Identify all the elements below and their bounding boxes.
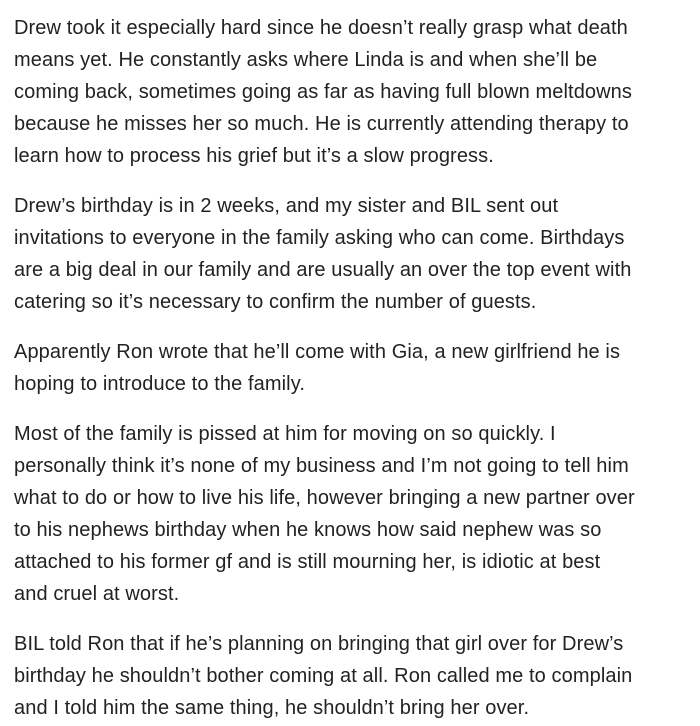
text-line: BIL told Ron that if he’s planning on bringing that girl over for Drew’s <box>14 633 624 655</box>
text-line: to his nephews birthday when he knows how said nephew was so <box>14 519 602 541</box>
text-line: learn how to process his grief but it’s a slow progress. <box>14 145 494 167</box>
text-line: Apparently Ron wrote that he’ll come with Gia, a new girlfriend he is <box>14 341 621 363</box>
text-line: invitations to everyone in the family asking who can come. Birthdays <box>14 227 625 249</box>
post-paragraph <box>14 190 692 318</box>
text-line: Most of the family is pissed at him for moving on so quickly. I <box>14 423 556 445</box>
post-paragraph <box>14 12 692 172</box>
text-line: because he misses her so much. He is currently attending therapy to <box>14 113 629 135</box>
text-line: Drew’s birthday is in 2 weeks, and my sister and BIL sent out <box>14 195 559 217</box>
text-line: are a big deal in our family and are usually an over the top event with <box>14 259 632 281</box>
text-line: and cruel at worst. <box>14 583 180 605</box>
text-line: hoping to introduce to the family. <box>14 373 305 395</box>
post-paragraph <box>14 418 692 610</box>
text-line: and I told him the same thing, he shouldn’t bring her over. <box>14 697 530 719</box>
text-line: coming back, sometimes going as far as having full blown meltdowns <box>14 81 633 103</box>
text-line: birthday he shouldn’t bother coming at all. Ron called me to complain <box>14 665 633 687</box>
text-line: means yet. He constantly asks where Linda is and when she’ll be <box>14 49 598 71</box>
text-line: Drew took it especially hard since he doesn’t really grasp what death <box>14 17 628 39</box>
text-line: personally think it’s none of my business and I’m not going to tell him <box>14 455 629 477</box>
post-paragraph <box>14 628 692 724</box>
post-paragraph <box>14 336 692 400</box>
text-line: catering so it’s necessary to confirm the number of guests. <box>14 291 537 313</box>
text-line: what to do or how to live his life, however bringing a new partner over <box>14 487 635 509</box>
text-line: attached to his former gf and is still mourning her, is idiotic at best <box>14 551 601 573</box>
